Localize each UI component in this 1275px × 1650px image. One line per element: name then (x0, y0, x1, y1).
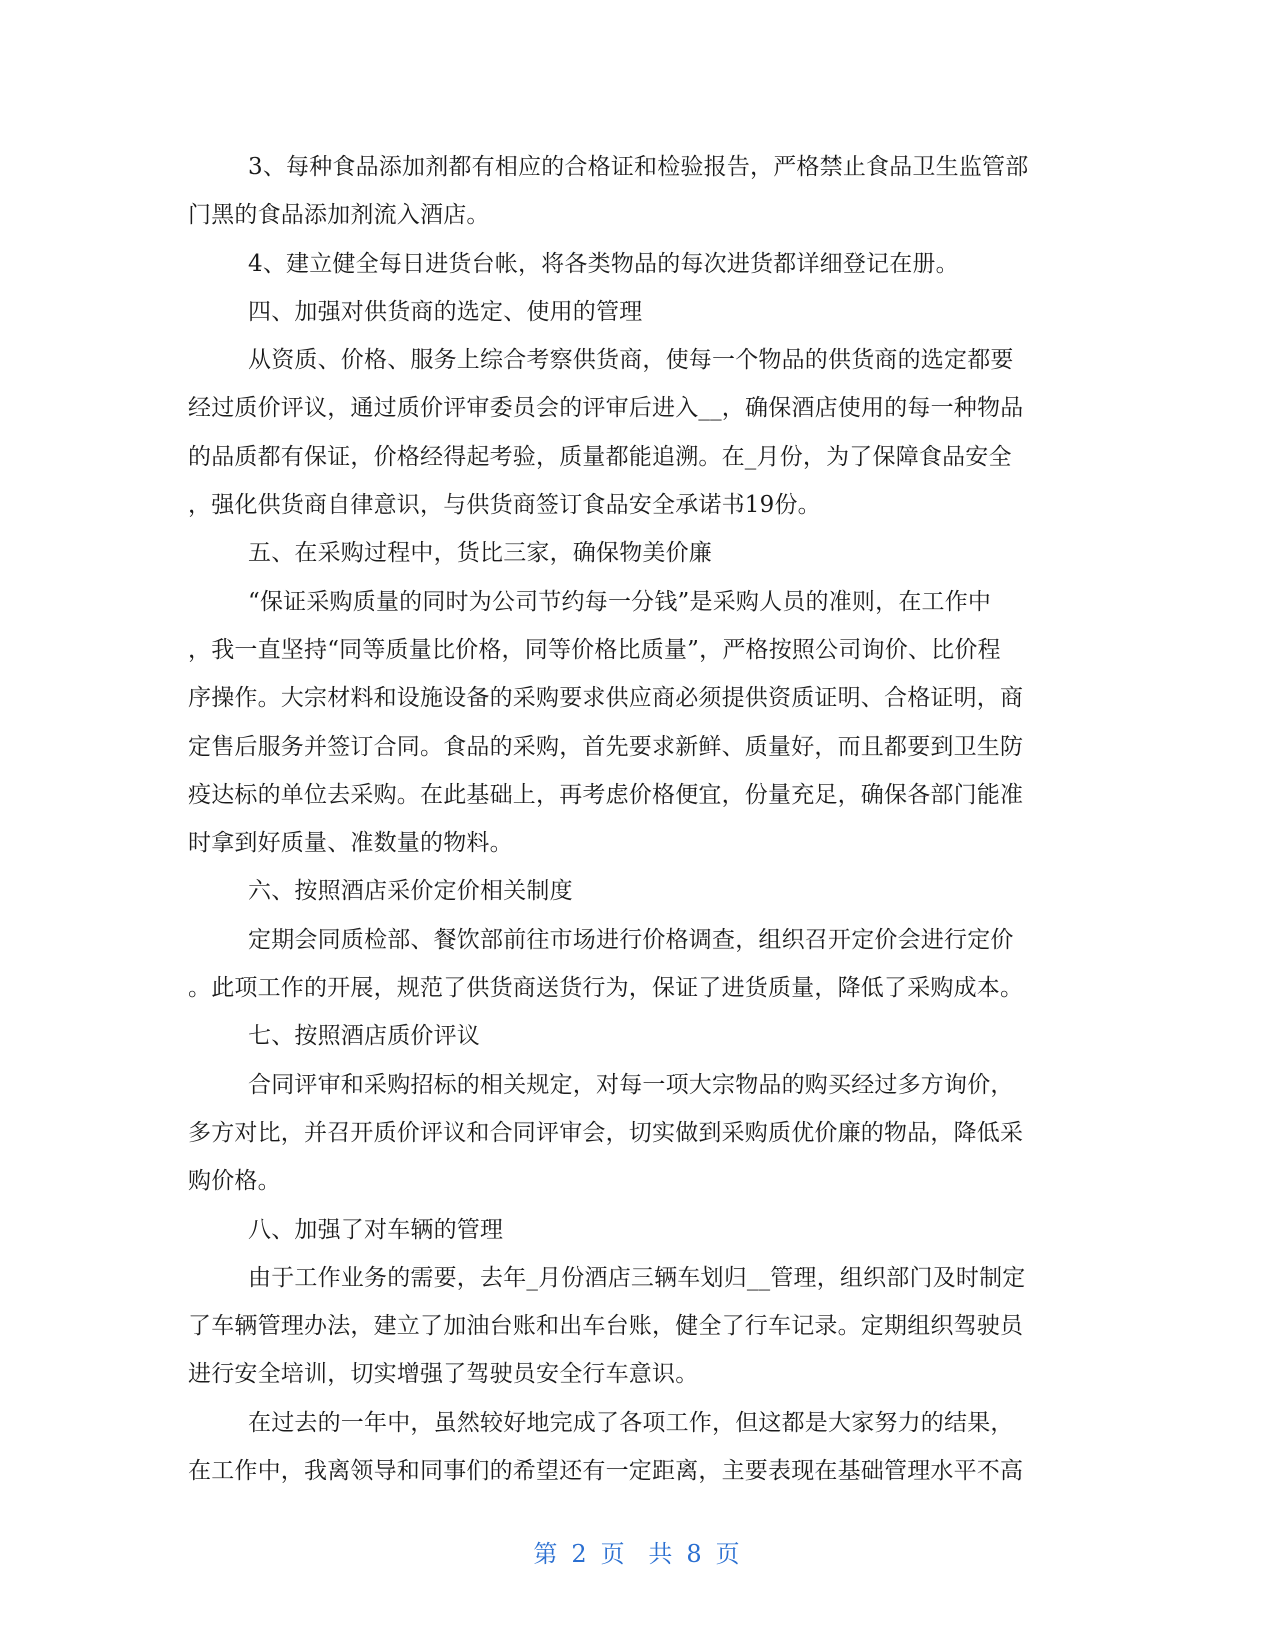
text-line: 定售后服务并签订合同。食品的采购，首先要求新鲜、质量好，而且都要到卫生防 (188, 733, 1024, 760)
footer-label-unit2: 页 (715, 1540, 742, 1568)
text-line: 定期会同质检部、餐饮部前往市场进行价格调查，组织召开定价会进行定价 (248, 926, 1014, 953)
text-line: 七、按照酒店质价评议 (248, 1023, 480, 1050)
text-line: 五、在采购过程中，货比三家，确保物美价廉 (248, 540, 712, 567)
text-line: 经过质价评议，通过质价评审委员会的评审后进入__，确保酒店使用的每一种物品 (188, 395, 1024, 422)
text-line: 疫达标的单位去采购。在此基础上，再考虑价格便宜，份量充足，确保各部门能准 (188, 781, 1024, 808)
text-line: 合同评审和采购招标的相关规定，对每一项大宗物品的购买经过多方询价， (248, 1071, 1014, 1098)
text-line: 在过去的一年中，虽然较好地完成了各项工作，但这都是大家努力的结果， (248, 1409, 1014, 1436)
footer-total-pages: 8 (686, 1540, 704, 1568)
text-line: 。此项工作的开展，规范了供货商送货行为，保证了进货质量，降低了采购成本。 (188, 975, 1024, 1002)
page-footer (0, 1534, 1275, 1569)
footer-label-unit: 页 (600, 1540, 627, 1568)
footer-label-page: 第 (533, 1540, 560, 1568)
footer-label-total: 共 (648, 1540, 675, 1568)
text-line: 八、加强了对车辆的管理 (248, 1216, 504, 1243)
footer-current-page: 2 (571, 1540, 589, 1568)
text-line: 3、每种食品添加剂都有相应的合格证和检验报告，严格禁止食品卫生监管部 (248, 154, 1029, 180)
text-line: 在工作中，我离领导和同事们的希望还有一定距离，主要表现在基础管理水平不高 (188, 1458, 1024, 1485)
text-line: 购价格。 (188, 1168, 281, 1195)
text-line: “保证采购质量的同时为公司节约每一分钱”是采购人员的准则，在工作中 (248, 588, 992, 615)
text-line: 六、按照酒店采价定价相关制度 (248, 878, 573, 905)
text-line: 从资质、价格、服务上综合考察供货商，使每一个物品的供货商的选定都要 (248, 347, 1014, 374)
text-line: 时拿到好质量、准数量的物料。 (188, 830, 513, 857)
text-line: ，我一直坚持“同等质量比价格，同等价格比质量”，严格按照公司询价、比价程 (188, 636, 1001, 663)
text-line: 多方对比，并召开质价评议和合同评审会，切实做到采购质优价廉的物品，降低采 (188, 1119, 1024, 1146)
document-body (188, 143, 1086, 1495)
text-line: 门黑的食品添加剂流入酒店。 (188, 202, 490, 229)
text-line: 序操作。大宗材料和设施设备的采购要求供应商必须提供资质证明、合格证明，商 (188, 685, 1024, 712)
text-line: ，强化供货商自律意识，与供货商签订食品安全承诺书19份。 (188, 492, 821, 519)
text-line: 进行安全培训，切实增强了驾驶员安全行车意识。 (188, 1361, 699, 1388)
text-line: 4、建立健全每日进货台帐，将各类物品的每次进货都详细登记在册。 (248, 250, 959, 277)
text-line: 由于工作业务的需要，去年_月份酒店三辆车划归__管理，组织部门及时制定 (248, 1264, 1026, 1291)
text-line: 的品质都有保证，价格经得起考验，质量都能追溯。在_月份，为了保障食品安全 (188, 443, 1012, 470)
text-line: 了车辆管理办法，建立了加油台账和出车台账，健全了行车记录。定期组织驾驶员 (188, 1313, 1024, 1340)
text-line: 四、加强对供货商的选定、使用的管理 (248, 298, 643, 325)
